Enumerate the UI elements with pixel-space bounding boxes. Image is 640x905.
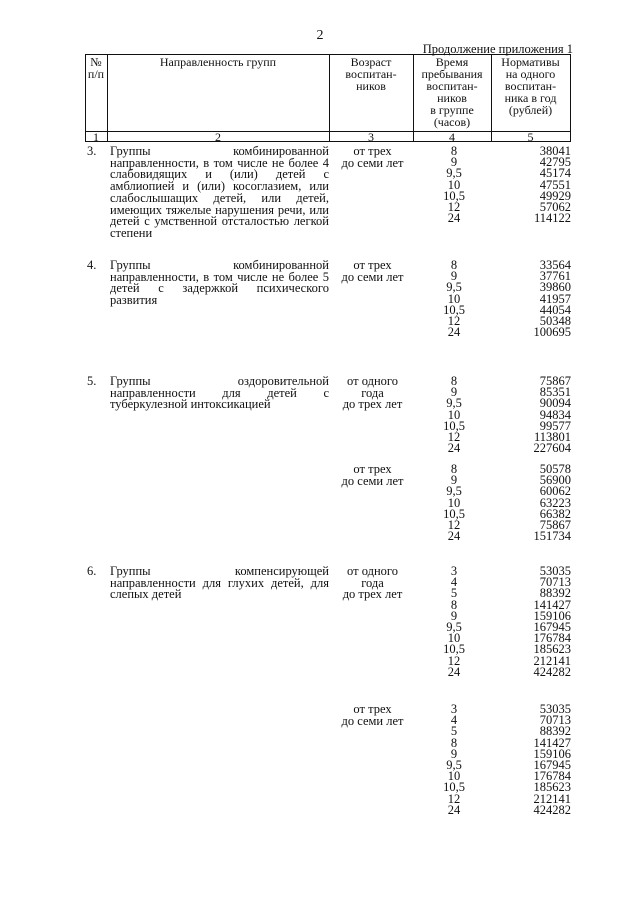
norm-value: 88392 — [539, 586, 571, 601]
norm-value: 33564 — [539, 258, 571, 272]
norm-value: 424282 — [533, 664, 571, 679]
hours-value: 5 — [450, 586, 458, 601]
norm-row — [415, 327, 571, 338]
age-range: от одного года до трех лет — [342, 374, 403, 412]
hours-value: 10 — [447, 631, 461, 646]
hours-value: 12 — [447, 791, 461, 806]
hours-value: 12 — [447, 313, 461, 328]
norm-value: 167945 — [533, 619, 571, 634]
hours-value: 24 — [447, 441, 461, 456]
column-number: 1 — [93, 130, 99, 144]
hours-value: 12 — [447, 653, 461, 668]
norm-value: 159106 — [533, 608, 571, 623]
group-description: Группы компенсирующей направленности для глухих детей, для слепых детей — [110, 564, 329, 602]
norm-value: 41957 — [539, 291, 571, 306]
norm-value: 66382 — [539, 506, 571, 521]
norm-value: 176784 — [533, 769, 571, 784]
hours-value: 10 — [447, 291, 461, 306]
hours-value: 9,5 — [446, 396, 462, 411]
norm-value: 141427 — [533, 597, 571, 612]
age-range: от трех до семи лет — [341, 258, 404, 284]
hours-value: 9,5 — [446, 166, 462, 181]
norm-value: 44054 — [539, 302, 571, 317]
group-number: 4. — [87, 258, 97, 272]
norm-value: 53035 — [539, 702, 571, 716]
hours-value: 10,5 — [443, 188, 465, 203]
norm-value: 167945 — [533, 757, 571, 772]
norm-value: 45174 — [539, 166, 571, 181]
hours-value: 10 — [447, 407, 461, 422]
hours-value: 10,5 — [443, 302, 465, 317]
hours-value: 3 — [450, 702, 458, 716]
norm-value: 38041 — [539, 144, 571, 158]
norm-value: 212141 — [533, 653, 571, 668]
age-range: от трех до семи лет — [341, 702, 404, 728]
norm-value: 42795 — [539, 155, 571, 170]
norm-rows — [415, 566, 571, 678]
norm-value: 185623 — [533, 780, 571, 795]
norm-value: 151734 — [533, 529, 571, 544]
group-number: 3. — [87, 144, 97, 158]
norm-value: 185623 — [533, 642, 571, 657]
header-num: № п/п — [87, 55, 105, 81]
hours-value: 8 — [450, 144, 458, 158]
hours-value: 24 — [447, 325, 461, 340]
hours-value: 9,5 — [446, 484, 462, 499]
norm-rows — [415, 260, 571, 338]
norm-value: 70713 — [539, 713, 571, 728]
norm-value: 141427 — [533, 735, 571, 750]
hours-value: 8 — [450, 597, 458, 612]
hours-value: 24 — [447, 529, 461, 544]
norm-value: 49929 — [539, 188, 571, 203]
norm-value: 176784 — [533, 631, 571, 646]
hours-value: 4 — [450, 575, 458, 590]
norm-value: 53035 — [539, 564, 571, 578]
column-number: 5 — [527, 130, 534, 144]
age-range: от одного года до трех лет — [342, 564, 403, 602]
hours-value: 10 — [447, 769, 461, 784]
continuation-note: Продолжение приложения 1 — [422, 42, 573, 56]
hours-value: 24 — [447, 211, 461, 226]
group-description: Группы комбинированной направленности, в том числе не более 5 детей с задержкой психического развития — [110, 258, 329, 308]
hours-value: 5 — [450, 724, 458, 739]
header-norm: Нормативы на одного воспитан- ника в год (рублей) — [501, 55, 560, 117]
hours-value: 4 — [450, 713, 458, 728]
hours-value: 9 — [450, 269, 458, 284]
column-number: 2 — [215, 130, 221, 144]
norm-value: 227604 — [533, 441, 571, 456]
norm-row — [415, 213, 571, 224]
norm-rows — [415, 376, 571, 454]
hours-value: 10,5 — [443, 418, 465, 433]
norm-value: 75867 — [539, 517, 571, 532]
norm-row — [415, 664, 571, 679]
norm-value: 159106 — [533, 746, 571, 761]
table-header — [85, 54, 571, 142]
norm-value: 70713 — [539, 575, 571, 590]
norm-value: 60062 — [539, 484, 571, 499]
norm-value: 90094 — [539, 396, 571, 411]
norm-value: 99577 — [539, 418, 571, 433]
header-direction: Направленность групп — [159, 55, 277, 69]
norm-value: 50348 — [539, 313, 571, 328]
norm-value: 94834 — [539, 407, 571, 422]
hours-value: 9 — [450, 746, 458, 761]
hours-value: 8 — [450, 374, 458, 388]
hours-value: 10,5 — [443, 506, 465, 521]
norm-value: 424282 — [533, 802, 571, 817]
norm-value: 39860 — [539, 280, 571, 295]
hours-value: 9,5 — [446, 757, 462, 772]
norm-value: 100695 — [533, 325, 571, 340]
norm-row — [415, 802, 571, 817]
hours-value: 24 — [447, 802, 461, 817]
hours-value: 24 — [447, 664, 461, 679]
hours-value: 12 — [447, 517, 461, 532]
hours-value: 10,5 — [443, 780, 465, 795]
norm-value: 75867 — [539, 374, 571, 388]
column-number: 4 — [449, 130, 455, 144]
age-range: от трех до семи лет — [341, 462, 404, 488]
norm-row — [415, 443, 571, 454]
norm-value: 50578 — [539, 462, 571, 476]
column-number: 3 — [368, 130, 374, 144]
norm-value: 63223 — [539, 495, 571, 510]
norm-value: 57062 — [539, 199, 571, 214]
norm-value: 37761 — [539, 269, 571, 284]
hours-value: 9,5 — [446, 619, 462, 634]
age-range: от трех до семи лет — [341, 144, 404, 170]
page-number: 2 — [316, 28, 324, 43]
norm-rows — [415, 464, 571, 542]
norm-row — [415, 531, 571, 542]
norm-value: 88392 — [539, 724, 571, 739]
group-number: 6. — [87, 564, 97, 578]
norm-value: 85351 — [539, 385, 571, 400]
hours-value: 3 — [450, 564, 458, 578]
header-time: Время пребывания воспитан- ников в группе (часов) — [421, 55, 483, 129]
hours-value: 9 — [450, 385, 458, 400]
norm-value: 113801 — [533, 429, 571, 444]
hours-value: 10 — [447, 177, 461, 192]
norm-value: 47551 — [539, 177, 571, 192]
hours-value: 10 — [447, 495, 461, 510]
hours-value: 8 — [450, 735, 458, 750]
hours-value: 10,5 — [443, 642, 465, 657]
norm-rows — [415, 146, 571, 224]
norm-value: 56900 — [539, 473, 571, 488]
norm-rows — [415, 704, 571, 816]
group-description: Группы оздоровительной направленности для детей с туберкулезной интоксикацией — [110, 374, 329, 412]
group-number: 5. — [87, 374, 97, 388]
hours-value: 8 — [450, 258, 458, 272]
norm-value: 114122 — [533, 211, 571, 226]
hours-value: 9 — [450, 473, 458, 488]
hours-value: 8 — [450, 462, 458, 476]
hours-value: 9 — [450, 155, 458, 170]
hours-value: 12 — [447, 199, 461, 214]
norm-value: 212141 — [533, 791, 571, 806]
hours-value: 9 — [450, 608, 458, 623]
group-description: Группы комбинированной направленности, в том числе не более 4 слабовидящих и (или) детей с амблиопией и (или) косоглазием, или слабослышащих детей, или детей, имеющих тяжелые нарушения речи, или детей с умственной отсталостью легкой степени — [110, 144, 329, 240]
hours-value: 12 — [447, 429, 461, 444]
header-age: Возраст воспитан- ников — [345, 55, 397, 93]
hours-value: 9,5 — [446, 280, 462, 295]
